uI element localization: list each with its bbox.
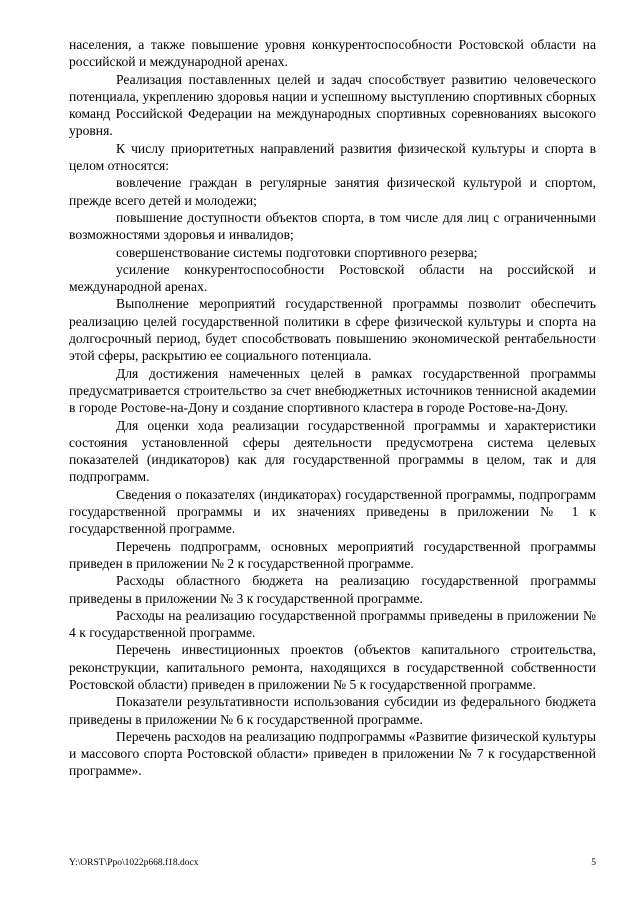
- paragraph: Для оценки хода реализации государственной программы и характеристики состояния установленной сферы деятельности предусмотрена система целевых показателей (индикаторов) как для государственной программы в целом, так и для подпрограмм.: [69, 417, 596, 485]
- paragraph: Перечень подпрограмм, основных мероприятий государственной программы приведен в приложении № 2 к государственной программе.: [69, 538, 596, 571]
- list-item: усиление конкурентоспособности Ростовской области на российской и международной аренах.: [69, 261, 596, 295]
- paragraph: Показатели результативности использования субсидии из федерального бюджета приведены в приложении № 6 к государственной программе.: [69, 694, 596, 727]
- list-item: вовлечение граждан в регулярные занятия физической культурой и спортом, прежде всего детей и молодежи;: [69, 175, 596, 208]
- paragraph: Перечень инвестиционных проектов (объектов капитального строительства, реконструкции, капитального ремонта, находящихся в государственной собственности Ростовской области) приведен в приложении № 5 к государственной программе.: [69, 642, 596, 692]
- paragraph: Для достижения намеченных целей в рамках государственной программы предусматривается строительство за счет внебюджетных источников теннисной академии в городе Ростове-на-Дону и создание спортивного кластера в городе Ростове-на-Дону.: [69, 365, 596, 416]
- paragraph: Сведения о показателях (индикаторах) государственной программы, подпрограмм государственной программы и их значениях приведены в приложении № 1 к государственной программе.: [69, 486, 596, 537]
- page-number: 5: [591, 858, 596, 868]
- paragraph: населения, а также повышение уровня конкурентоспособности Ростовской области на российской и международной аренах.: [69, 37, 596, 70]
- paragraph: Выполнение мероприятий государственной программы позволит обеспечить реализацию целей государственной политики в сфере физической культуры и спорта на долгосрочный период, будет способствовать повышению экономической рентабельности этой сферы, раскрытию ее социального потенциала.: [69, 296, 596, 364]
- paragraph: Расходы на реализацию государственной программы приведены в приложении № 4 к государственной программе.: [69, 607, 596, 641]
- document-body: [69, 36, 596, 780]
- paragraph: К числу приоритетных направлений развития физической культуры и спорта в целом относятся:: [69, 140, 596, 174]
- footer-file-path: Y:\ORST\Ppo\1022p668.f18.docx: [69, 858, 199, 868]
- paragraph: Перечень расходов на реализацию подпрограммы «Развитие физической культуры и массового спорта Ростовской области» приведен в приложении № 7 к государственной программе».: [69, 728, 596, 779]
- list-item: совершенствование системы подготовки спортивного резерва;: [116, 244, 478, 260]
- paragraph: Расходы областного бюджета на реализацию государственной программы приведены в приложении № 3 к государственной программе.: [69, 573, 596, 606]
- paragraph: Реализация поставленных целей и задач способствует развитию человеческого потенциала, укреплению здоровья нации и успешному выступлению спортивных сборных команд Российской Федерации на международных спортивных соревнованиях высокого уровня.: [69, 71, 596, 139]
- list-item: повышение доступности объектов спорта, в том числе для лиц с ограниченными возможностями здоровья и инвалидов;: [69, 209, 596, 243]
